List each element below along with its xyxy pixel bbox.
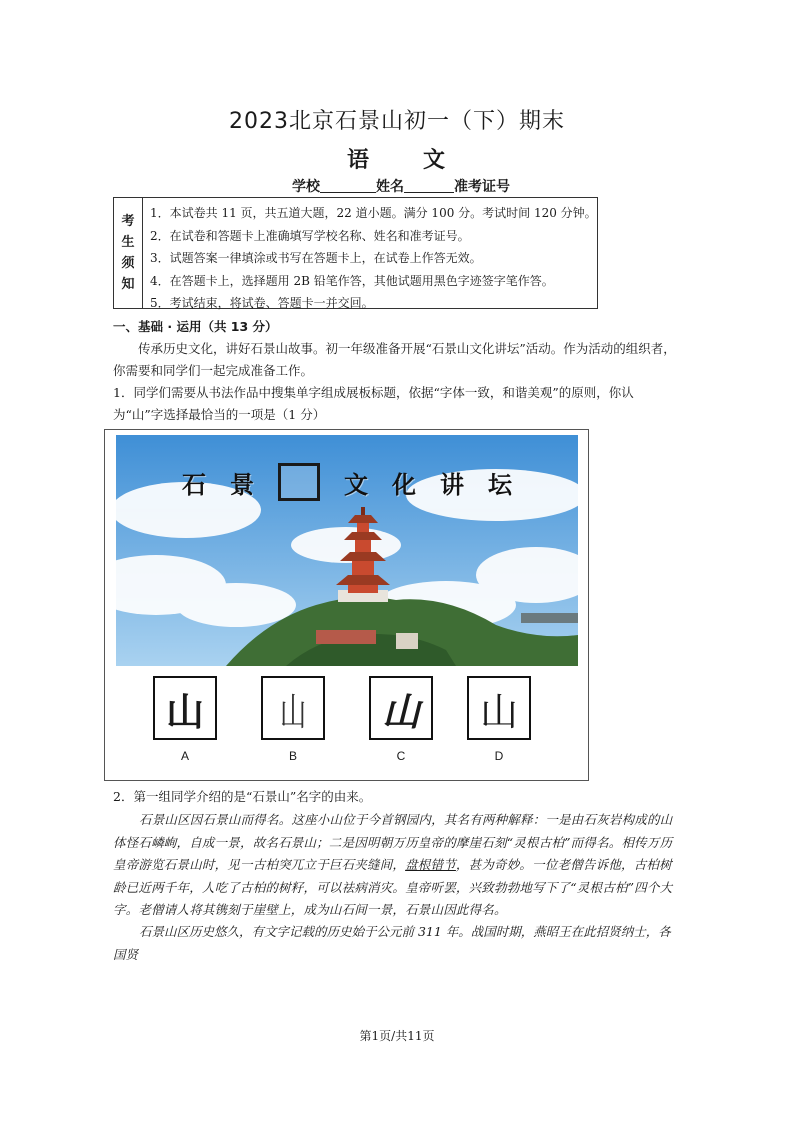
subject-char-1: 语	[346, 148, 371, 173]
notice-item: 5．考试结束，将试卷、答题卡一并交回。	[150, 296, 374, 310]
notice-item: 1．本试卷共 11 页，共五道大题，22 道小题。满分 100 分。考试时间 120 分钟。	[150, 206, 597, 220]
section-intro: 传承历史文化，讲好石景山故事。初一年级准备开展“石景山文化讲坛”活动。作为活动的组织者，你需要和同学们一起完成准备工作。	[113, 341, 676, 378]
reading-passage	[113, 809, 683, 922]
subject-title	[0, 143, 794, 174]
notice-label-char: 知	[121, 277, 135, 292]
notice-items	[150, 202, 597, 315]
pagoda-photo	[116, 435, 578, 666]
school-blank[interactable]	[320, 178, 376, 193]
banner-char: 坛	[488, 470, 512, 499]
banner-char: 石	[182, 470, 206, 499]
option-b-label: B	[288, 749, 297, 763]
banner-title	[182, 461, 512, 503]
option-a-label: A	[180, 749, 189, 763]
banner-char: 文	[344, 470, 368, 499]
option-d-box[interactable]	[467, 676, 531, 740]
notice-item: 4．在答题卡上，选择题用 2B 铅笔作答，其他试题用黑色字迹签字笔作答。	[150, 273, 554, 288]
exam-title: 2023北京石景山初一（下）期末	[229, 109, 565, 134]
banner-char: 讲	[440, 470, 464, 499]
student-info-line	[292, 176, 510, 196]
notice-item: 3．试题答案一律填涂或书写在答题卡上，在试卷上作答无效。	[150, 251, 482, 265]
notice-label	[114, 198, 143, 308]
notice-label-char: 须	[121, 256, 135, 271]
passage-text: 石景山区因石景山而得名。这座小山位于今首钢园内，其名有两种解释：一是由石灰岩构成的山体怪石嶙峋，自成一景，故名石景山；二是因明朝万历皇帝的摩崖石刻“灵根古柏”而得名。相传万历皇帝游览石景山时，见一古柏突兀立于巨石夹缝间，	[113, 812, 673, 872]
reading-passage-2: 石景山区历史悠久，有文字记载的历史始于公元前 311 年。战国时期，燕昭王在此招贤纳士，各国贤	[113, 924, 671, 962]
question-1-figure	[104, 429, 589, 781]
section-heading: 一、基础 · 运用（共 13 分）	[113, 319, 278, 334]
question-1: 1．同学们需要从书法作品中搜集单字组成展板标题，依据“字体一致，和谐美观”的原则，你认为“山”字选择最恰当的一项是（1 分）	[113, 385, 634, 422]
option-a-glyph: 山	[165, 689, 204, 734]
subject-char-2: 文	[423, 148, 448, 173]
option-d-glyph: 山	[479, 689, 518, 734]
option-c-glyph: 山	[381, 688, 420, 734]
name-blank[interactable]	[404, 178, 454, 193]
banner-blank-box	[278, 463, 320, 501]
option-d-label: D	[494, 749, 504, 763]
notice-label-char: 生	[121, 235, 135, 250]
school-label: 学校	[292, 179, 320, 195]
notice-item: 2．在试卷和答题卡上准确填写学校名称、姓名和准考证号。	[150, 228, 470, 243]
exam-id-label: 准考证号	[454, 179, 510, 195]
banner-char: 景	[230, 470, 254, 499]
option-b-glyph: 山	[279, 689, 307, 734]
name-label: 姓名	[376, 179, 404, 195]
exam-notice-box	[113, 197, 598, 309]
option-a-box[interactable]	[153, 676, 217, 740]
page-footer: 第1页/共11页	[359, 1029, 435, 1043]
option-c-box[interactable]	[369, 676, 433, 740]
passage-text: ，甚为奇妙。一位老僧告诉他，古柏树龄已近两千年，人吃了古柏的树籽，可以祛病消灾。皇帝听罢，兴致勃勃地写下了“灵根古柏”四个大字。老僧请人将其镌刻于崖壁上，成为山石间一景，石景山因此得名。	[113, 857, 673, 917]
banner-char: 化	[392, 470, 416, 499]
question-2: 2．第一组同学介绍的是“石景山”名字的由来。	[113, 789, 372, 804]
option-b-box[interactable]	[261, 676, 325, 740]
option-c-label: C	[396, 749, 406, 763]
underlined-phrase: 盘根错节	[405, 857, 456, 872]
notice-label-char: 考	[121, 214, 135, 229]
